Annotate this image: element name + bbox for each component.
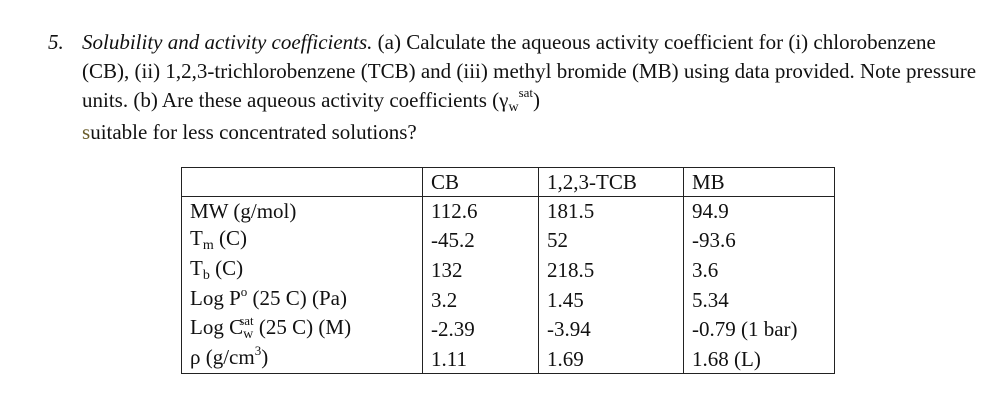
table-cell: 112.6	[423, 197, 539, 226]
row-label-sub: m	[202, 238, 214, 253]
table-cell: 218.5	[539, 255, 684, 285]
row-label-tail: )	[261, 345, 269, 369]
table-cell: -93.6	[684, 225, 835, 255]
table-row	[182, 285, 835, 314]
problem-title: Solubility and activity coefficients.	[82, 30, 373, 54]
row-label-main: Log P	[190, 286, 241, 310]
row-label-tail: (25 C) (Pa)	[247, 286, 347, 310]
table-cell: -0.79 (1 bar)	[684, 314, 835, 344]
table-header-cell: 1,2,3-TCB	[539, 168, 684, 197]
table-row	[182, 314, 835, 344]
data-table	[181, 167, 835, 374]
row-label-main: ρ (g/cm	[190, 345, 255, 369]
table-cell: -2.39	[423, 314, 539, 344]
table-row	[182, 225, 835, 255]
row-label-main: Log C	[190, 315, 244, 339]
row-label-sup: 3	[254, 343, 262, 358]
row-label	[182, 197, 423, 226]
problem-body-rest: uitable for less concentrated solutions?	[90, 120, 417, 144]
table-cell: -45.2	[423, 225, 539, 255]
problem-paren-close: )	[533, 88, 541, 112]
row-label	[182, 225, 423, 255]
problem-body: (a) Calculate the aqueous activity coefficient for (i) chlorobenzene (CB), (ii) 1,2,3-trichlorobenzene (TCB) and (iii) methyl bromide (MB) using data provided. Note pressure units. (b) Are these aqueous activity coefficients (γ	[82, 30, 977, 112]
table-row	[182, 344, 835, 374]
table-cell: 5.34	[684, 285, 835, 314]
table-cell: 181.5	[539, 197, 684, 226]
table-cell: 1.11	[423, 344, 539, 374]
problem-body-first-letter: s	[82, 120, 91, 144]
row-label-sub: w	[243, 327, 254, 342]
row-label-sup: o	[240, 284, 248, 299]
problem-number: 5.	[48, 30, 64, 54]
table-row	[182, 197, 835, 226]
row-label	[182, 285, 423, 314]
table-cell: 3.2	[423, 285, 539, 314]
problem-text	[82, 28, 987, 147]
gamma-superscript: sat	[518, 85, 534, 100]
table-header-cell: CB	[423, 168, 539, 197]
table-header-row	[182, 168, 835, 197]
row-label-sup: sat	[239, 313, 254, 328]
table-cell: -3.94	[539, 314, 684, 344]
table-header-cell: MB	[684, 168, 835, 197]
table-cell: 3.6	[684, 255, 835, 285]
table-cell: 52	[539, 225, 684, 255]
row-label	[182, 255, 423, 285]
row-label-main: T	[190, 256, 203, 280]
row-label-tail: (25 C) (M)	[253, 315, 352, 339]
row-label-tail: (C)	[213, 226, 247, 250]
table-row	[182, 255, 835, 285]
row-label	[182, 344, 423, 374]
table-header-cell	[182, 168, 423, 197]
table-cell: 94.9	[684, 197, 835, 226]
table-cell: 1.69	[539, 344, 684, 374]
gamma-subscript: w	[508, 100, 519, 115]
table-cell: 1.68 (L)	[684, 344, 835, 374]
row-label-main: T	[190, 226, 203, 250]
row-label	[182, 314, 423, 344]
table-cell: 132	[423, 255, 539, 285]
row-label-tail: (C)	[209, 256, 244, 280]
row-label-sub: b	[202, 268, 210, 283]
table-cell: 1.45	[539, 285, 684, 314]
row-label-main: MW (g/mol)	[190, 199, 297, 223]
